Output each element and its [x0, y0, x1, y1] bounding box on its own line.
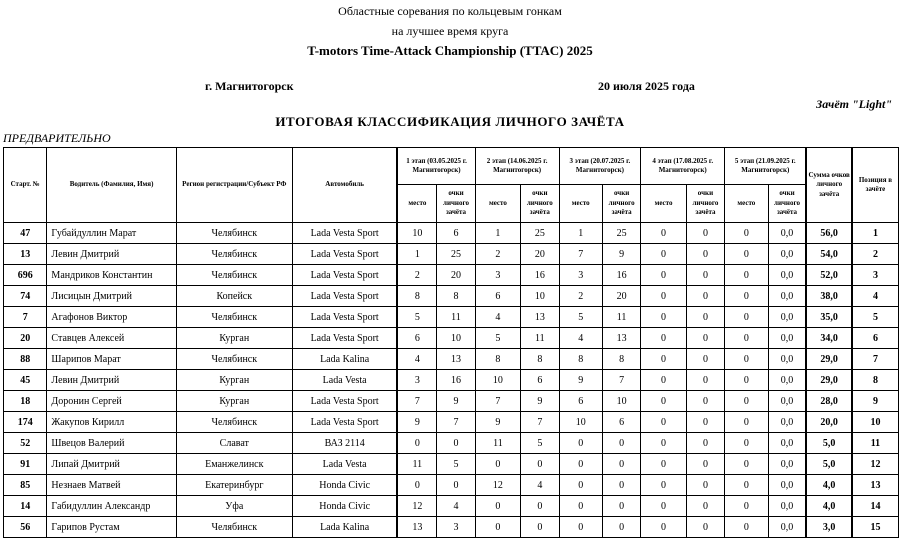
stage-1-place: 6 [397, 328, 436, 349]
position: 14 [852, 496, 899, 517]
stage-2-place: 11 [475, 433, 520, 454]
car: Lada Vesta Sport [292, 286, 397, 307]
stage-3-points: 16 [602, 265, 640, 286]
stage-3-place: 2 [559, 286, 602, 307]
stage-4-place: 0 [641, 391, 686, 412]
stage-5-points: 0,0 [768, 223, 806, 244]
stage-5-points: 0,0 [768, 412, 806, 433]
car: Lada Vesta [292, 370, 397, 391]
stage-2-points: 0 [521, 454, 559, 475]
stage-1-place: 5 [397, 307, 436, 328]
car: Lada Kalina [292, 349, 397, 370]
stage-2-place: 12 [475, 475, 520, 496]
stage-1-place: 3 [397, 370, 436, 391]
stage-3-points: 9 [602, 244, 640, 265]
stage-1-place: 13 [397, 517, 436, 538]
start-number: 174 [4, 412, 47, 433]
table-row [4, 496, 899, 517]
stage-4-place: 0 [641, 496, 686, 517]
stage-2-points: 11 [521, 328, 559, 349]
stage-5-place: 0 [725, 223, 768, 244]
driver-name: Габидуллин Александр [47, 496, 176, 517]
stage-3-place: 0 [559, 475, 602, 496]
stage-2-place: 8 [475, 349, 520, 370]
col-points: очки личного зачёта [768, 185, 806, 223]
class-label: Зачёт "Light" [816, 97, 892, 111]
stage-1-place: 2 [397, 265, 436, 286]
stage-3-place: 0 [559, 517, 602, 538]
stage-5-points: 0,0 [768, 328, 806, 349]
stage-4-place: 0 [641, 286, 686, 307]
position: 13 [852, 475, 899, 496]
stage-1-points: 16 [437, 370, 475, 391]
car: Lada Vesta Sport [292, 223, 397, 244]
stage-4-place: 0 [641, 517, 686, 538]
position: 1 [852, 223, 899, 244]
stage-1-points: 4 [437, 496, 475, 517]
start-number: 85 [4, 475, 47, 496]
col-points: очки личного зачёта [686, 185, 724, 223]
stage-3-points: 10 [602, 391, 640, 412]
stage-1-place: 11 [397, 454, 436, 475]
stage-3-points: 8 [602, 349, 640, 370]
stage-5-place: 0 [725, 496, 768, 517]
results-body [4, 223, 899, 538]
table-row [4, 244, 899, 265]
stage-2-place: 0 [475, 517, 520, 538]
stage-3-points: 7 [602, 370, 640, 391]
stage-5-place: 0 [725, 517, 768, 538]
stage-5-place: 0 [725, 370, 768, 391]
stage-1-points: 8 [437, 286, 475, 307]
region: Челябинск [176, 244, 292, 265]
position: 4 [852, 286, 899, 307]
stage-4-points: 0 [686, 454, 724, 475]
car: Lada Vesta Sport [292, 265, 397, 286]
stage-2-points: 4 [521, 475, 559, 496]
position: 8 [852, 370, 899, 391]
stage-4-place: 0 [641, 370, 686, 391]
start-number: 45 [4, 370, 47, 391]
start-number: 7 [4, 307, 47, 328]
start-number: 13 [4, 244, 47, 265]
table-row [4, 517, 899, 538]
stage-5-points: 0,0 [768, 244, 806, 265]
stage-3-points: 25 [602, 223, 640, 244]
stage-5-place: 0 [725, 454, 768, 475]
points-sum: 52,0 [806, 265, 851, 286]
stage-2-points: 25 [521, 223, 559, 244]
stage-3-place: 0 [559, 433, 602, 454]
driver-name: Левин Дмитрий [47, 244, 176, 265]
stage-4-place: 0 [641, 475, 686, 496]
points-sum: 4,0 [806, 475, 851, 496]
table-row [4, 265, 899, 286]
stage-5-points: 0,0 [768, 496, 806, 517]
driver-name: Доронин Сергей [47, 391, 176, 412]
driver-name: Швецов Валерий [47, 433, 176, 454]
position: 9 [852, 391, 899, 412]
car: Lada Vesta Sport [292, 307, 397, 328]
stage-3-place: 3 [559, 265, 602, 286]
stage-3-place: 9 [559, 370, 602, 391]
championship-title: T-motors Time-Attack Championship (TTAC) 2025 [307, 43, 593, 58]
col-start-no: Старт. № [4, 148, 47, 223]
stage-2-points: 6 [521, 370, 559, 391]
stage-1-place: 1 [397, 244, 436, 265]
table-row [4, 370, 899, 391]
stage-5-points: 0,0 [768, 370, 806, 391]
stage-2-place: 5 [475, 328, 520, 349]
stage-3-place: 4 [559, 328, 602, 349]
stage-1-points: 0 [437, 433, 475, 454]
car: Lada Vesta Sport [292, 328, 397, 349]
car: Lada Vesta Sport [292, 244, 397, 265]
stage-3-points: 0 [602, 517, 640, 538]
region: Еманжелинск [176, 454, 292, 475]
stage-1-place: 10 [397, 223, 436, 244]
points-sum: 54,0 [806, 244, 851, 265]
stage-4-place: 0 [641, 307, 686, 328]
stage-5-place: 0 [725, 244, 768, 265]
stage-3-place: 1 [559, 223, 602, 244]
stage-5-points: 0,0 [768, 265, 806, 286]
stage-4-points: 0 [686, 328, 724, 349]
col-points: очки личного зачёта [521, 185, 559, 223]
points-sum: 35,0 [806, 307, 851, 328]
stage-4-points: 0 [686, 265, 724, 286]
position: 2 [852, 244, 899, 265]
table-row [4, 328, 899, 349]
driver-name: Шарипов Марат [47, 349, 176, 370]
stage-2-points: 10 [521, 286, 559, 307]
stage-1-place: 7 [397, 391, 436, 412]
stage-4-place: 0 [641, 412, 686, 433]
region: Курган [176, 391, 292, 412]
stage-5-place: 0 [725, 286, 768, 307]
region: Челябинск [176, 307, 292, 328]
preliminary-label: ПРЕДВАРИТЕЛЬНО [3, 131, 111, 145]
stage-2-place: 7 [475, 391, 520, 412]
start-number: 47 [4, 223, 47, 244]
stage-2-points: 8 [521, 349, 559, 370]
col-car: Автомобиль [292, 148, 397, 223]
stage-4-points: 0 [686, 286, 724, 307]
stage-1-points: 11 [437, 307, 475, 328]
stage-2-place: 2 [475, 244, 520, 265]
table-row [4, 223, 899, 244]
position: 15 [852, 517, 899, 538]
col-sum: Сумма очков личного зачёта [806, 148, 851, 223]
stage-2-place: 0 [475, 496, 520, 517]
event-date: 20 июля 2025 года [598, 79, 695, 93]
stage-1-place: 8 [397, 286, 436, 307]
stage-3-points: 13 [602, 328, 640, 349]
start-number: 74 [4, 286, 47, 307]
start-number: 14 [4, 496, 47, 517]
stage-2-place: 0 [475, 454, 520, 475]
driver-name: Гарипов Рустам [47, 517, 176, 538]
stage-3-place: 7 [559, 244, 602, 265]
table-row [4, 349, 899, 370]
stage-1-points: 10 [437, 328, 475, 349]
stage-3-place: 5 [559, 307, 602, 328]
col-stage-3: 3 этап (20.07.2025 г. Магнитогорск) [559, 148, 641, 185]
stage-1-points: 9 [437, 391, 475, 412]
stage-2-points: 0 [521, 496, 559, 517]
col-driver: Водитель (Фамилия, Имя) [47, 148, 176, 223]
stage-2-points: 0 [521, 517, 559, 538]
position: 10 [852, 412, 899, 433]
classification-title: ИТОГОВАЯ КЛАССИФИКАЦИЯ ЛИЧНОГО ЗАЧЁТА [275, 114, 625, 129]
start-number: 18 [4, 391, 47, 412]
region: Екатеринбург [176, 475, 292, 496]
stage-4-place: 0 [641, 223, 686, 244]
stage-5-points: 0,0 [768, 433, 806, 454]
points-sum: 34,0 [806, 328, 851, 349]
points-sum: 38,0 [806, 286, 851, 307]
stage-1-place: 12 [397, 496, 436, 517]
stage-1-place: 0 [397, 433, 436, 454]
stage-1-points: 13 [437, 349, 475, 370]
car: Honda Civic [292, 496, 397, 517]
points-sum: 20,0 [806, 412, 851, 433]
stage-5-points: 0,0 [768, 454, 806, 475]
stage-5-points: 0,0 [768, 286, 806, 307]
stage-5-place: 0 [725, 307, 768, 328]
points-sum: 56,0 [806, 223, 851, 244]
driver-name: Ставцев Алексей [47, 328, 176, 349]
stage-4-points: 0 [686, 433, 724, 454]
stage-2-place: 9 [475, 412, 520, 433]
col-stage-4: 4 этап (17.08.2025 г. Магнитогорск) [641, 148, 725, 185]
position: 12 [852, 454, 899, 475]
table-row [4, 307, 899, 328]
stage-4-points: 0 [686, 370, 724, 391]
stage-5-place: 0 [725, 412, 768, 433]
stage-4-points: 0 [686, 517, 724, 538]
stage-1-points: 20 [437, 265, 475, 286]
stage-2-points: 13 [521, 307, 559, 328]
points-sum: 5,0 [806, 433, 851, 454]
driver-name: Липай Дмитрий [47, 454, 176, 475]
stage-4-points: 0 [686, 391, 724, 412]
table-row [4, 433, 899, 454]
driver-name: Агафонов Виктор [47, 307, 176, 328]
driver-name: Мандриков Константин [47, 265, 176, 286]
stage-4-points: 0 [686, 496, 724, 517]
region: Курган [176, 370, 292, 391]
stage-1-place: 9 [397, 412, 436, 433]
col-stage-2: 2 этап (14.06.2025 г. Магнитогорск) [475, 148, 559, 185]
driver-name: Губайдуллин Марат [47, 223, 176, 244]
stage-5-place: 0 [725, 433, 768, 454]
stage-4-place: 0 [641, 349, 686, 370]
stage-5-points: 0,0 [768, 517, 806, 538]
region: Челябинск [176, 223, 292, 244]
stage-4-place: 0 [641, 328, 686, 349]
position: 11 [852, 433, 899, 454]
stage-1-points: 3 [437, 517, 475, 538]
table-row [4, 475, 899, 496]
table-row [4, 454, 899, 475]
stage-5-place: 0 [725, 328, 768, 349]
stage-4-place: 0 [641, 454, 686, 475]
stage-3-points: 20 [602, 286, 640, 307]
stage-3-points: 0 [602, 475, 640, 496]
car: ВАЗ 2114 [292, 433, 397, 454]
stage-5-points: 0,0 [768, 349, 806, 370]
stage-4-points: 0 [686, 475, 724, 496]
start-number: 52 [4, 433, 47, 454]
stage-5-place: 0 [725, 349, 768, 370]
col-region: Регион регистрации/Субъект РФ [176, 148, 292, 223]
stage-4-points: 0 [686, 307, 724, 328]
stage-2-points: 20 [521, 244, 559, 265]
col-points: очки личного зачёта [437, 185, 475, 223]
driver-name: Жакупов Кирилл [47, 412, 176, 433]
start-number: 91 [4, 454, 47, 475]
driver-name: Левин Дмитрий [47, 370, 176, 391]
stage-4-points: 0 [686, 349, 724, 370]
points-sum: 4,0 [806, 496, 851, 517]
col-place: место [397, 185, 436, 223]
position: 3 [852, 265, 899, 286]
stage-5-place: 0 [725, 475, 768, 496]
stage-3-points: 11 [602, 307, 640, 328]
stage-3-place: 10 [559, 412, 602, 433]
car: Lada Vesta [292, 454, 397, 475]
stage-1-points: 0 [437, 475, 475, 496]
driver-name: Лисицын Дмитрий [47, 286, 176, 307]
table-row [4, 286, 899, 307]
stage-2-place: 10 [475, 370, 520, 391]
start-number: 20 [4, 328, 47, 349]
stage-2-points: 9 [521, 391, 559, 412]
stage-3-place: 0 [559, 496, 602, 517]
col-place: место [559, 185, 602, 223]
driver-name: Незнаев Матвей [47, 475, 176, 496]
stage-2-place: 6 [475, 286, 520, 307]
stage-3-points: 0 [602, 454, 640, 475]
position: 6 [852, 328, 899, 349]
col-place: место [475, 185, 520, 223]
points-sum: 29,0 [806, 370, 851, 391]
event-title-line1: Областные соревания по кольцевым гонкам [338, 4, 562, 18]
results-table [3, 147, 899, 538]
stage-2-place: 4 [475, 307, 520, 328]
col-stage-1: 1 этап (03.05.2025 г. Магнитогорск) [397, 148, 475, 185]
stage-5-points: 0,0 [768, 391, 806, 412]
start-number: 88 [4, 349, 47, 370]
col-position: Позиция в зачёте [852, 148, 899, 223]
start-number: 56 [4, 517, 47, 538]
stage-3-place: 0 [559, 454, 602, 475]
points-sum: 3,0 [806, 517, 851, 538]
stage-5-place: 0 [725, 391, 768, 412]
stage-1-place: 4 [397, 349, 436, 370]
stage-3-points: 0 [602, 496, 640, 517]
stage-1-points: 25 [437, 244, 475, 265]
stage-4-place: 0 [641, 265, 686, 286]
region: Слават [176, 433, 292, 454]
stage-2-place: 1 [475, 223, 520, 244]
points-sum: 29,0 [806, 349, 851, 370]
position: 5 [852, 307, 899, 328]
col-place: место [725, 185, 768, 223]
stage-1-place: 0 [397, 475, 436, 496]
car: Lada Vesta Sport [292, 391, 397, 412]
stage-3-place: 8 [559, 349, 602, 370]
region: Челябинск [176, 517, 292, 538]
region: Уфа [176, 496, 292, 517]
region: Челябинск [176, 265, 292, 286]
car: Lada Vesta Sport [292, 412, 397, 433]
stage-4-place: 0 [641, 433, 686, 454]
stage-2-points: 7 [521, 412, 559, 433]
points-sum: 28,0 [806, 391, 851, 412]
stage-2-points: 5 [521, 433, 559, 454]
stage-4-place: 0 [641, 244, 686, 265]
car: Honda Civic [292, 475, 397, 496]
start-number: 696 [4, 265, 47, 286]
col-place: место [641, 185, 686, 223]
col-points: очки личного зачёта [602, 185, 640, 223]
car: Lada Kalina [292, 517, 397, 538]
position: 7 [852, 349, 899, 370]
stage-1-points: 7 [437, 412, 475, 433]
region: Курган [176, 328, 292, 349]
points-sum: 5,0 [806, 454, 851, 475]
stage-1-points: 5 [437, 454, 475, 475]
stage-5-place: 0 [725, 265, 768, 286]
stage-3-points: 0 [602, 433, 640, 454]
stage-5-points: 0,0 [768, 475, 806, 496]
stage-1-points: 6 [437, 223, 475, 244]
stage-5-points: 0,0 [768, 307, 806, 328]
region: Копейск [176, 286, 292, 307]
region: Челябинск [176, 412, 292, 433]
stage-3-place: 6 [559, 391, 602, 412]
table-row [4, 412, 899, 433]
stage-4-points: 0 [686, 244, 724, 265]
col-stage-5: 5 этап (21.09.2025 г. Магнитогорск) [725, 148, 807, 185]
event-title-line2: на лучшее время круга [391, 24, 509, 38]
stage-2-place: 3 [475, 265, 520, 286]
region: Челябинск [176, 349, 292, 370]
event-city: г. Магнитогорск [205, 79, 294, 93]
stage-4-points: 0 [686, 223, 724, 244]
stage-2-points: 16 [521, 265, 559, 286]
stage-4-points: 0 [686, 412, 724, 433]
stage-3-points: 6 [602, 412, 640, 433]
table-row [4, 391, 899, 412]
